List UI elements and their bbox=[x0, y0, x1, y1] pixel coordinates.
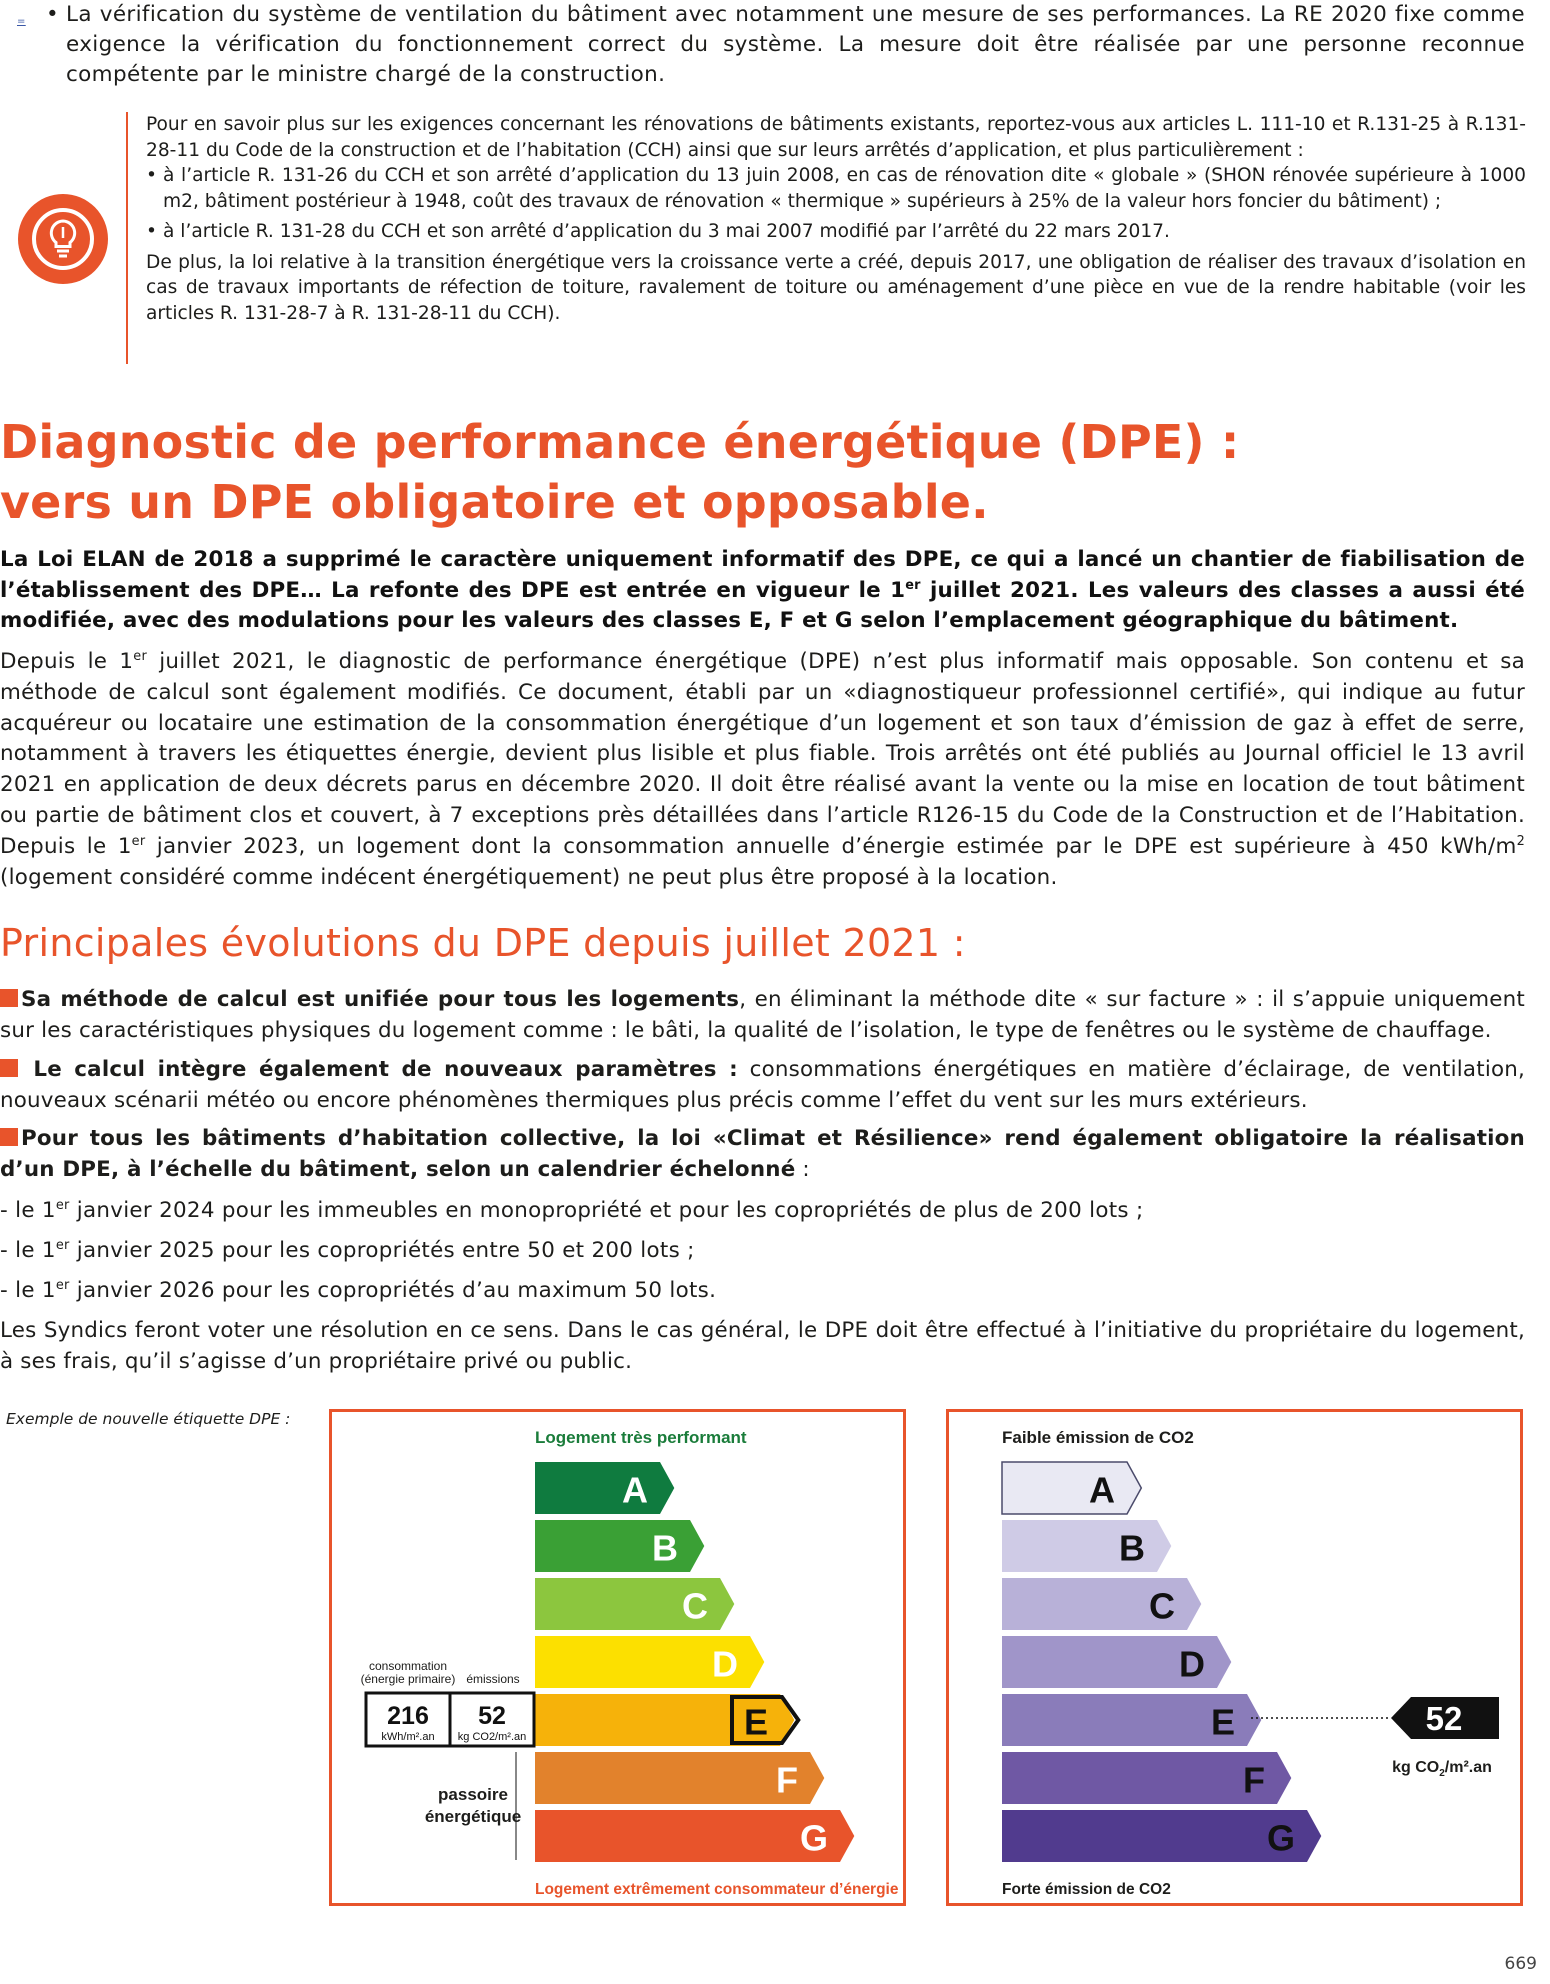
consumption-unit: kWh/m².an bbox=[381, 1731, 435, 1743]
dpe-letter-f: F bbox=[776, 1759, 798, 1801]
energy-label-chart bbox=[332, 1412, 903, 1903]
climate-unit: kg $CO_2/m^2.an$ bbox=[1392, 1759, 1492, 1779]
evolution-item-1: Sa méthode de calcul est unifiée pour tous les logements, en éliminant la méthode dite « sur facture » : il s’appuie uniquement sur les caractéristiques physiques du logement comme : le bâti, la qualité de l’isolation, le type de fenêtres ou le système de chauffage. bbox=[0, 987, 1526, 1043]
info-box bbox=[126, 112, 1526, 364]
date-item-2: - le 1er janvier 2025 pour les copropriétés entre 50 et 200 lots ; bbox=[0, 1237, 695, 1263]
square-bullet-icon bbox=[0, 1059, 18, 1077]
info-outro: De plus, la loi relative à la transition énergétique vers la croissance verte a créé, depuis 2017, une obligation de réaliser des travaux d’isolation en cas de travaux importants de réfection de toiture, ravalement de toiture ou aménagement d’une pièce en vue de la rendre habitable (voir les articles R. 131-28-7 à R. 131-28-11 du CCH). bbox=[146, 251, 1526, 324]
top-bullet-text: La vérification du système de ventilation du bâtiment avec notamment une mesure de ses performances. La RE 2020 fixe comme exigence la vérification du fonctionnement correct du système. La mesure doit être réalisée par une personne reconnue compétente par le ministre chargé de la construction. bbox=[66, 2, 1525, 87]
dpe-bar-a bbox=[535, 1462, 674, 1514]
energy-top-label: Logement très performant bbox=[535, 1428, 747, 1447]
info-intro: Pour en savoir plus sur les exigences concernant les rénovations de bâtiments existants, reportez-vous aux articles L. 111-10 et R.131-25 à R.131-28-11 du Code de la construction et de l’habitation (CCH) ainsi que sur leurs arrêtés d’application, et plus particulièrement : bbox=[146, 114, 1526, 161]
dpe-letter-c: C bbox=[1149, 1585, 1175, 1627]
square-bullet-icon bbox=[0, 989, 18, 1007]
climate-top-label: Faible émission de CO2 bbox=[1002, 1428, 1194, 1447]
dpe-letter-f: F bbox=[1243, 1759, 1265, 1801]
body-paragraph: Depuis le 1er juillet 2021, le diagnostic de performance énergétique (DPE) n’est plus informatif mais opposable. Son contenu et sa méthode de calcul sont également modifiés. Ce document, établi par un «diagnostiqueur professionnel certifié», qui indique au futur acquéreur ou locataire une estimation de la consommation énergétique d’un logement et son taux d’émission de gaz à effet de serre, notamment à travers les étiquettes énergie, devient plus lisible et plus fiable. Trois arrêtés ont été publiés au Journal officiel le 13 avril 2021 en application de deux décrets parus en décembre 2020. Il doit être réalisé avant la vente ou la mise en location de tout bâtiment ou partie de bâtiment clos et couvert, à 7 exceptions près détaillées dans l’article R126-15 du Code de la Construction et de l’Habitation. Depuis le 1er janvier 2023, un logement dont la consommation annuelle d’énergie estimée par le DPE est supérieure à 450 kWh/$m^2$ (logement considéré comme indécent énergétiquement) ne peut plus être proposé à la location. bbox=[0, 648, 1525, 890]
link-marker[interactable]: = bbox=[17, 16, 26, 27]
section-subheading: Principales évolutions du DPE depuis juillet 2021 : bbox=[0, 921, 966, 965]
evolution-item-3: Pour tous les bâtiments d’habitation collective, la loi «Climat et Résilience» rend également obligatoire la réalisation d’un DPE, à l’échelle du bâtiment, selon un calendrier échelonné : bbox=[0, 1126, 1525, 1182]
dpe-bar-b bbox=[535, 1520, 704, 1572]
dpe-letter-g: G bbox=[799, 1817, 828, 1859]
dpe-letter-a: A bbox=[1089, 1469, 1115, 1511]
dpe-bar-a bbox=[1002, 1462, 1141, 1514]
lightbulb-icon bbox=[18, 194, 108, 284]
passoire-label-1: passoire bbox=[438, 1785, 508, 1804]
dpe-letter-d: D bbox=[1179, 1643, 1205, 1685]
energy-bottom-label: Logement extrêmement consommateur d’énergie bbox=[535, 1881, 899, 1898]
date-item-3: - le 1er janvier 2026 pour les copropriétés d’au maximum 50 lots. bbox=[0, 1277, 717, 1303]
top-bullet bbox=[0, 0, 1525, 90]
passoire-label-2: énergétique bbox=[424, 1807, 522, 1826]
dpe-letter-g: G bbox=[1266, 1817, 1295, 1859]
dpe-letter-e: E bbox=[743, 1701, 768, 1743]
climate-bottom-label: Forte émission de CO2 bbox=[1002, 1881, 1171, 1898]
info-item-1: • à l’article R. 131-26 du CCH et son arrêté d’application du 13 juin 2008, en cas de rénovation dite « globale » (SHON rénovée supérieure à 1000 m2, bâtiment postérieur à 1948, coût des travaux de rénovation « thermique » supérieurs à 25% de la valeur hors foncier du bâtiment) ; bbox=[146, 165, 1526, 212]
lead-paragraph: La Loi ELAN de 2018 a supprimé le caractère uniquement informatif des DPE, ce qui a lancé un chantier de fiabilisation de l’établissement des DPE… La refonte des DPE est entrée en vigueur le 1er juillet 2021. Les valeurs des classes a aussi été modifiée, avec des modulations pour les valeurs des classes E, F et G selon l’emplacement géographique du bâtiment. bbox=[0, 547, 1525, 633]
climate-value: 52 bbox=[1425, 1700, 1463, 1737]
emissions-unit: kg CO2/m².an bbox=[457, 1731, 527, 1743]
closing-paragraph: Les Syndics feront voter une résolution en ce sens. Dans le cas général, le DPE doit être effectué à l’initiative du propriétaire du logement, à ses frais, qu’il s’agisse d’un propriétaire privé ou public. bbox=[0, 1318, 1525, 1374]
square-bullet-icon bbox=[0, 1128, 18, 1146]
page-number: 669 bbox=[1504, 1954, 1537, 1974]
dpe-bar-b bbox=[1002, 1520, 1171, 1572]
figure-caption: Exemple de nouvelle étiquette DPE : bbox=[6, 1410, 291, 1428]
emissions-value: 52 bbox=[478, 1702, 506, 1730]
dpe-letter-d: D bbox=[712, 1643, 738, 1685]
dpe-letter-c: C bbox=[682, 1585, 708, 1627]
bullet-dot: • bbox=[46, 2, 60, 27]
dpe-letter-e: E bbox=[1210, 1701, 1235, 1743]
climate-label-panel bbox=[946, 1409, 1523, 1906]
evolution-item-2: Le calcul intègre également de nouveaux paramètres : consommations énergétiques en matière d’éclairage, de ventilation, nouveaux scénarii météo ou encore phénomènes thermiques plus précis comme l’effet du vent sur les murs extérieurs. bbox=[0, 1057, 1525, 1113]
page-title: Diagnostic de performance énergétique (DPE) : vers un DPE obligatoire et opposable. bbox=[0, 415, 1240, 529]
dpe-letter-a: A bbox=[622, 1469, 648, 1511]
consumption-value: 216 bbox=[387, 1702, 429, 1730]
emissions-caption: émissions bbox=[466, 1672, 520, 1686]
date-item-1: - le 1er janvier 2024 pour les immeubles en monopropriété et pour les copropriétés de plus de 200 lots ; bbox=[0, 1197, 1144, 1223]
energy-label-panel bbox=[329, 1409, 906, 1906]
consumption-caption-2: (énergie primaire) bbox=[360, 1672, 456, 1686]
consumption-caption-1: consommation bbox=[368, 1659, 448, 1673]
dpe-letter-b: B bbox=[1119, 1527, 1145, 1569]
climate-label-chart bbox=[949, 1412, 1520, 1903]
dpe-letter-b: B bbox=[652, 1527, 678, 1569]
info-item-2: • à l’article R. 131-28 du CCH et son arrêté d’application du 3 mai 2007 modifié par l’arrêté du 22 mars 2017. bbox=[146, 221, 1170, 242]
